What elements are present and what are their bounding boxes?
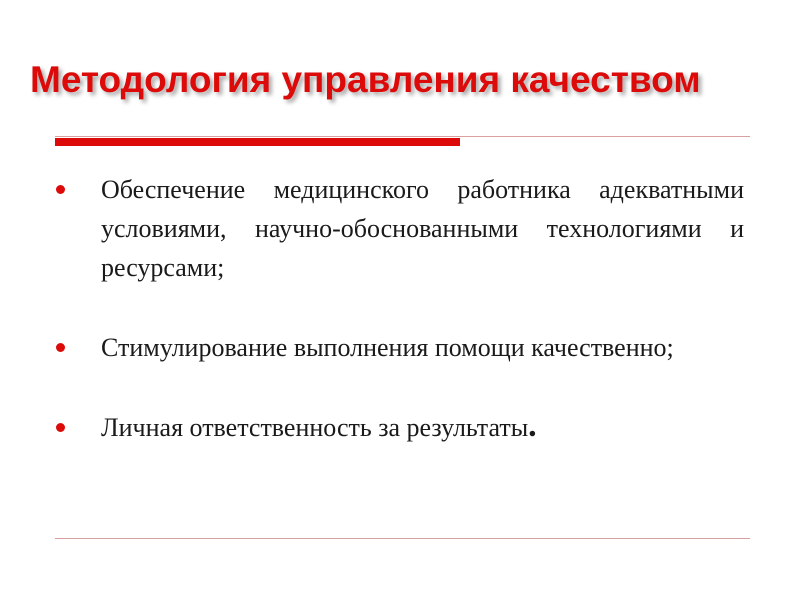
bullet-dot-icon <box>56 343 65 352</box>
slide-title: Методология управления качеством <box>30 59 701 100</box>
bullet-text: Стимулирование выполнения помощи качественно; <box>101 333 674 362</box>
bullet-item <box>56 408 744 447</box>
bullet-text: Личная ответственность за результаты <box>101 413 529 442</box>
title-underline-thin <box>55 136 750 137</box>
bullet-final-period: . <box>528 407 537 444</box>
bottom-divider <box>55 538 750 539</box>
bullet-list <box>56 170 744 447</box>
bullet-dot-icon <box>56 185 65 194</box>
bullet-item <box>56 328 744 367</box>
title-underline-accent <box>55 138 460 146</box>
bullet-item <box>56 170 744 287</box>
bullet-text: Обеспечение медицинского работника адекватными условиями, научно-обоснованными технологиями и ресурсами; <box>101 175 744 282</box>
bullet-dot-icon <box>56 423 65 432</box>
